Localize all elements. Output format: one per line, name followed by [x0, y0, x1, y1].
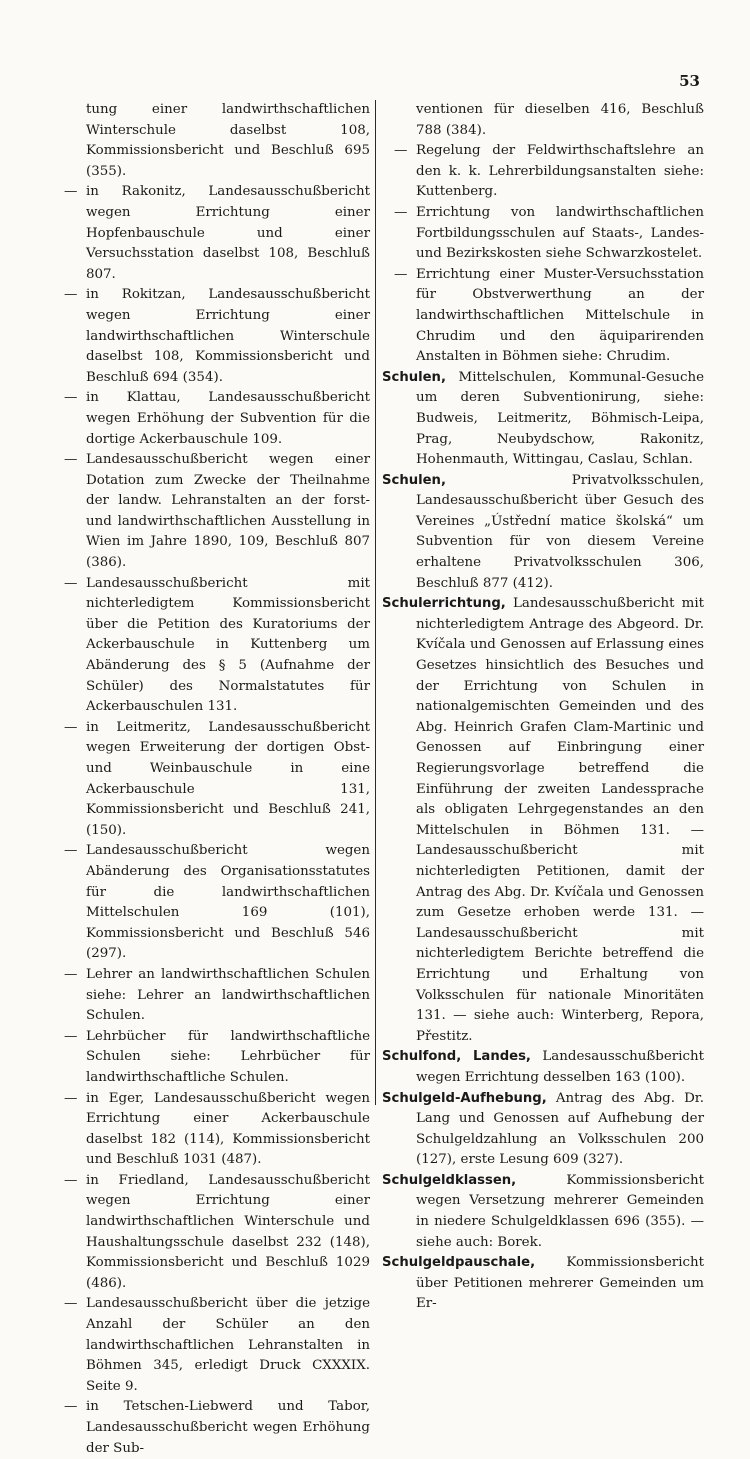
dash: —	[64, 966, 78, 982]
dash: —	[394, 143, 408, 159]
entry-text: Landesausschußbericht wegen Errichtung desselben 163 (100).	[416, 1049, 704, 1085]
entry-keyword: Schulgeld-Aufhebung,	[382, 1090, 547, 1106]
entry-keyword: Schulen,	[382, 369, 446, 385]
index-subentry	[52, 718, 370, 842]
page-number: 53	[679, 72, 700, 90]
entry-text: in Tetschen-Liebwerd und Tabor, Landesausschußbericht wegen Erhöhung der Sub-	[86, 1399, 370, 1456]
entry-text: in Leitmeritz, Landesausschußbericht wegen Erweiterung der dortigen Obst- und Weinbauschule in eine Ackerbauschule 131, Kommissionsbericht und Beschluß 241, (150).	[86, 719, 370, 838]
column-divider	[375, 100, 376, 1105]
index-subentry	[52, 388, 370, 450]
index-main-entry	[382, 1047, 704, 1088]
dash: —	[394, 266, 408, 282]
entry-text: Lehrbücher für landwirthschaftliche Schulen siehe: Lehrbücher für landwirthschaftliche Schulen.	[86, 1028, 370, 1085]
index-subentry	[52, 1171, 370, 1295]
index-subentry	[382, 265, 704, 368]
index-subentry	[52, 841, 370, 965]
index-subentry	[52, 574, 370, 718]
entry-text: Landesausschußbericht mit nichterledigtem Kommissionsbericht über die Petition des Kuratoriums der Ackerbauschule in Kuttenberg um Abänderung des § 5 (Aufnahme der Schüler) des Normalstatutes für Ackerbauschulen 131.	[86, 575, 370, 715]
dash: —	[64, 1172, 78, 1188]
entry-text: in Eger, Landesausschußbericht wegen Errichtung einer Ackerbauschule daselbst 182 (114), Kommissionsbericht und Beschluß 1031 (487).	[86, 1090, 370, 1168]
entry-text: Antrag des Abg. Dr. Lang und Genossen auf Aufhebung der Schulgeldzahlung an Volksschulen 200 (127), erste Lesung 609 (327).	[416, 1090, 704, 1168]
entry-text: in Rokitzan, Landesausschußbericht wegen Errichtung einer landwirthschaftlichen Winterschule daselbst 108, Kommissionsbericht und Beschluß 694 (354).	[86, 287, 370, 385]
entry-text: Privatvolksschulen, Landesausschußbericht über Gesuch des Vereines „Ústřední matice školská“ um Subvention für von diesem Vereine erhaltene Privatvolksschulen 306, Beschluß 877 (412).	[416, 472, 704, 591]
index-main-entry	[382, 1171, 704, 1253]
entry-keyword: Schulgeldpauschale,	[382, 1255, 536, 1271]
index-entry	[52, 100, 370, 182]
entry-text: Regelung der Feldwirthschaftslehre an den k. k. Lehrerbildungsanstalten siehe: Kuttenberg.	[416, 143, 704, 200]
entry-text: Landesausschußbericht wegen einer Dotation zum Zwecke der Theilnahme der landw. Lehranstalten an der forst- und landwirthschaftlichen Ausstellung in Wien im Jahre 1890, 109, Beschluß 807 (386).	[86, 452, 370, 571]
dash: —	[64, 452, 78, 468]
entry-text: in Friedland, Landesausschußbericht wegen Errichtung einer landwirthschaftlichen Winterschule und Haushaltungsschule daselbst 232 (148), Kommissionsbericht und Beschluß 1029 (486).	[86, 1172, 370, 1291]
dash: —	[64, 575, 78, 591]
index-main-entry	[382, 1089, 704, 1171]
index-main-entry	[382, 471, 704, 595]
dash: —	[64, 1296, 78, 1312]
entry-text: Mittelschulen, Kommunal-Gesuche um deren Subventionirung, siehe: Budweis, Leitmeritz, Böhmisch-Leipa, Prag, Neubydschow, Rakonitz, Hohenmauth, Wittingau, Caslau, Schlan.	[416, 369, 704, 468]
entry-text: in Klattau, Landesausschußbericht wegen Erhöhung der Subvention für die dortige Ackerbauschule 109.	[86, 390, 370, 447]
dash: —	[64, 843, 78, 859]
entry-text: Kommissionsbericht über Petitionen mehrerer Gemeinden um Er-	[416, 1255, 704, 1312]
index-subentry	[52, 450, 370, 574]
index-subentry	[52, 1027, 370, 1089]
dash: —	[64, 719, 78, 735]
entry-keyword: Schulgeldklassen,	[382, 1172, 517, 1188]
index-subentry	[52, 1089, 370, 1171]
index-subentry	[52, 1294, 370, 1397]
left-column	[52, 100, 370, 1459]
entry-text: Kommissionsbericht wegen Versetzung mehrerer Gemeinden in niedere Schulgeldklassen 696 (355). — siehe auch: Borek.	[416, 1172, 704, 1250]
index-subentry	[52, 1397, 370, 1459]
index-subentry	[52, 965, 370, 1027]
dash: —	[64, 390, 78, 406]
index-main-entry	[382, 1253, 704, 1315]
entry-keyword: Schulen,	[382, 472, 446, 488]
entry-text: Lehrer an landwirthschaftlichen Schulen siehe: Lehrer an landwirthschaftlichen Schulen.	[86, 966, 370, 1024]
entry-text: Errichtung von landwirthschaftlichen Fortbildungsschulen auf Staats-, Landes- und Bezirkskosten siehe Schwarzkostelet.	[416, 204, 704, 262]
dash: —	[394, 204, 408, 220]
dash: —	[64, 184, 78, 200]
index-entry	[382, 100, 704, 141]
entry-text: Errichtung einer Muster-Versuchsstation für Obstverwerthung an der landwirthschaftlichen Mittelschule in Chrudim und den äquiparirenden Anstalten in Böhmen siehe: Chrudim.	[416, 266, 704, 365]
dash: —	[64, 1028, 78, 1044]
index-main-entry	[382, 368, 704, 471]
dash: —	[64, 1399, 78, 1415]
right-column	[382, 100, 704, 1315]
index-subentry	[52, 182, 370, 285]
entry-keyword: Schulerrichtung,	[382, 596, 506, 612]
entry-text: Landesausschußbericht mit nichterledigtem Antrage des Abgeord. Dr. Kvíčala und Genossen auf Erlassung eines Gesetzes hinsichtlich des Besuches und der Errichtung von Schulen in nationalgemischten Gemeinden und des Abg. Heinrich Grafen Clam-Martinic und Genossen auf Einbringung einer Regierungsvorlage betreffend die Einführung der zweiten Landessprache als obligaten Lehrgegenstandes an den Mittelschulen in Böhmen 131. — Landesausschußbericht mit nichterledigten Petitionen, damit der Antrag des Abg. Dr. Kvíčala und Genossen zum Gesetze erhoben werde 131. — Landesausschußbericht mit nichterledigtem Berichte betreffend die Errichtung und Erhaltung von Volksschulen für nationale Minoritäten 131. — siehe auch: Winterberg, Repora, Přestitz.	[416, 596, 704, 1044]
entry-text: Landesausschußbericht über die jetzige Anzahl der Schüler an den landwirthschaftlichen Lehranstalten in Böhmen 345, erledigt Druck CXXXIX. Seite 9.	[86, 1296, 370, 1394]
index-main-entry	[382, 594, 704, 1047]
entry-text: tung einer landwirthschaftlichen Winterschule daselbst 108, Kommissionsbericht und Beschluß 695 (355).	[86, 102, 370, 179]
index-subentry	[382, 203, 704, 265]
index-subentry	[52, 285, 370, 388]
entry-text: Landesausschußbericht wegen Abänderung des Organisationsstatutes für die landwirthschaftlichen Mittelschulen 169 (101), Kommissionsbericht und Beschluß 546 (297).	[86, 843, 370, 962]
entry-text: in Rakonitz, Landesausschußbericht wegen Errichtung einer Hopfenbauschule und einer Versuchsstation daselbst 108, Beschluß 807.	[86, 184, 370, 282]
index-subentry	[382, 141, 704, 203]
entry-keyword: Schulfond, Landes,	[382, 1049, 531, 1065]
dash: —	[64, 1090, 78, 1106]
dash: —	[64, 287, 78, 303]
entry-text: ventionen für dieselben 416, Beschluß 788 (384).	[416, 102, 704, 138]
